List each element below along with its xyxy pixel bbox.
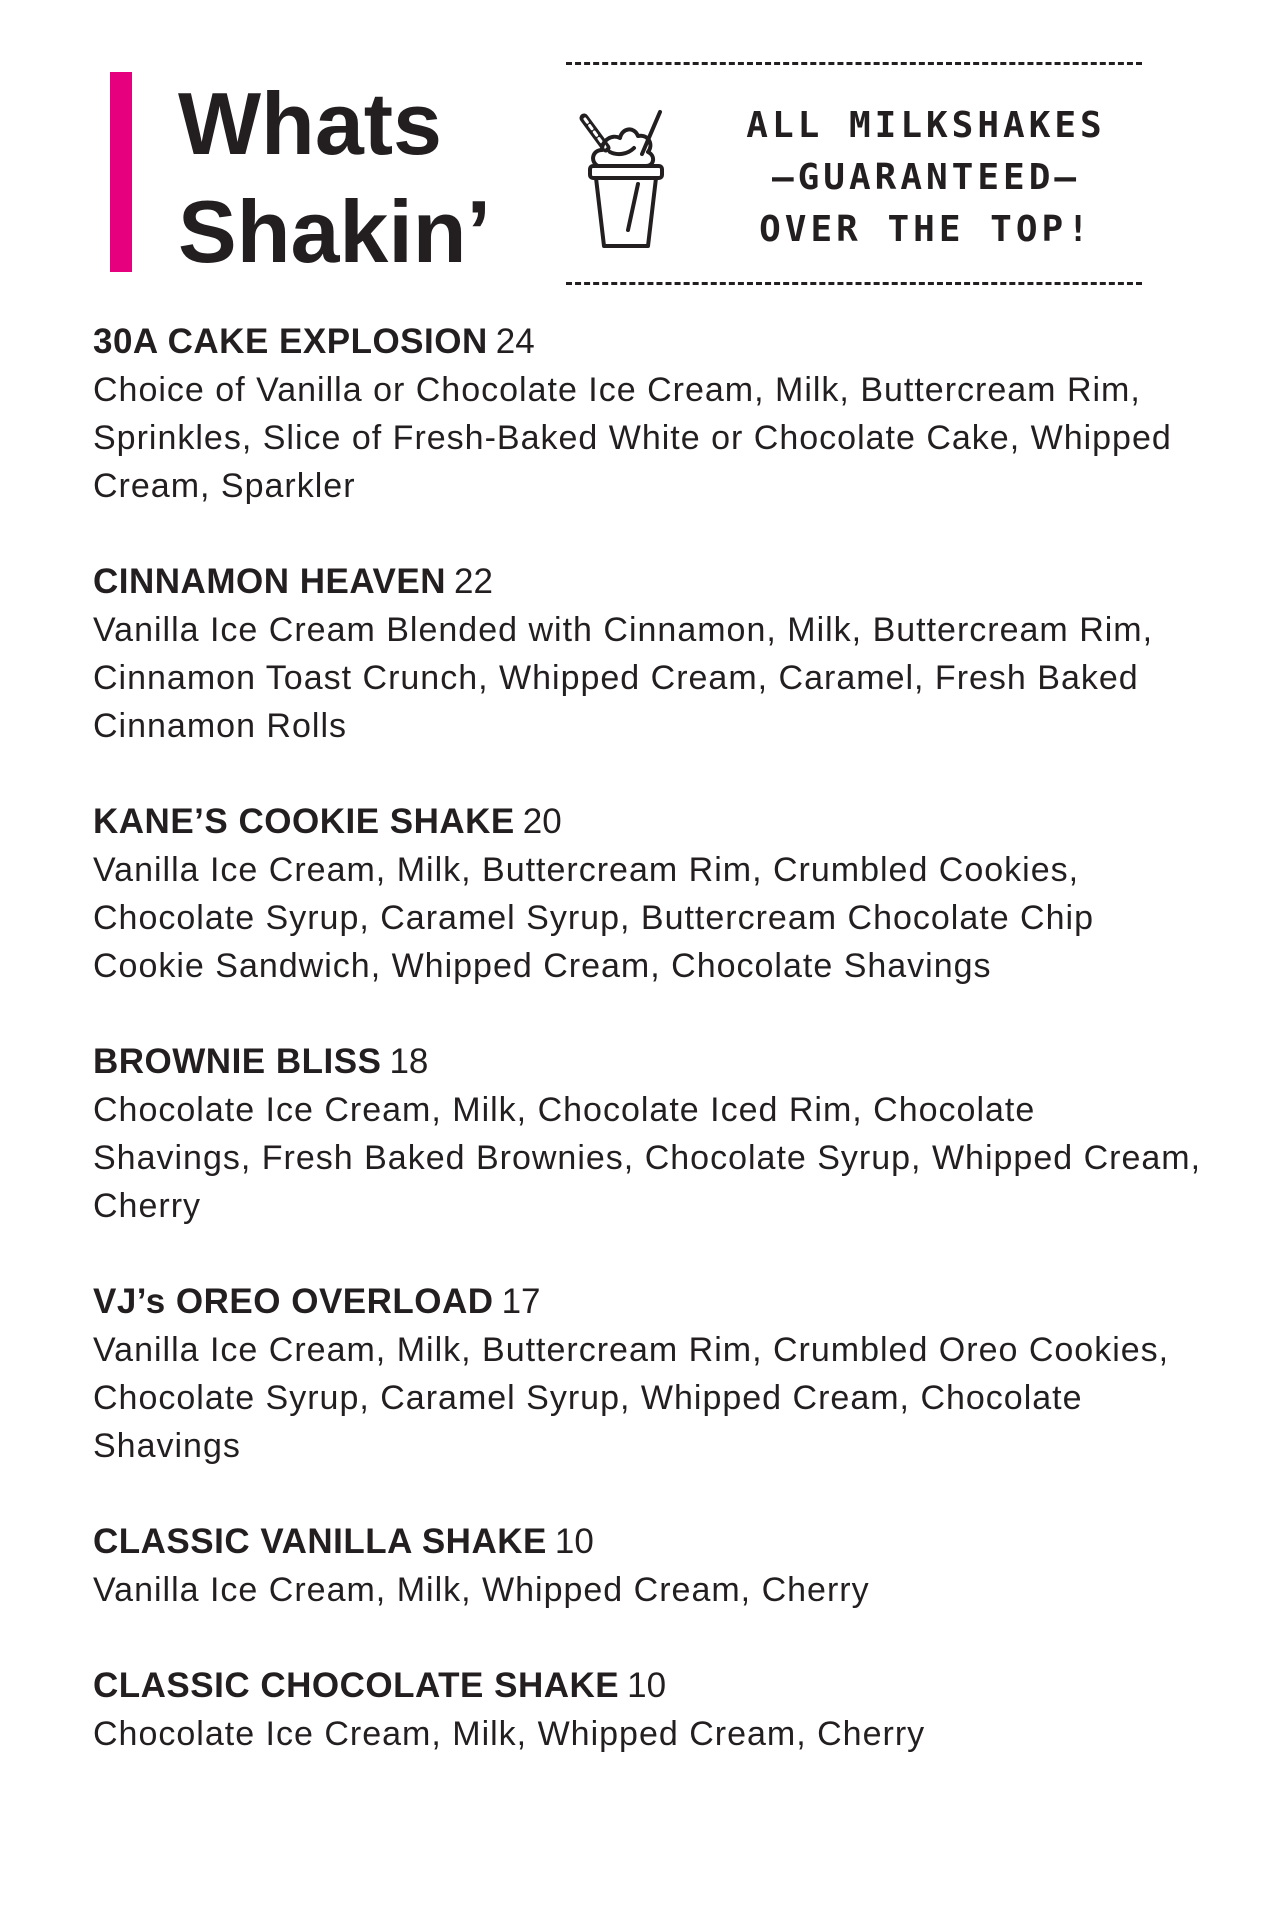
menu-item-heading [93,318,1213,366]
menu-item-description: Vanilla Ice Cream, Milk, Buttercream Rim, Crumbled Cookies, Chocolate Syrup, Caramel Syrup, Buttercream Chocolate Chip Cookie Sandwich, Whipped Cream, Chocolate Shavings [93,851,1094,985]
menu-item [93,1662,1213,1758]
menu-item-price: 10 [554,1522,594,1561]
promo-line-3: OVER THE TOP! [759,209,1093,250]
menu-item-heading [93,1662,1213,1710]
page-title [178,70,491,286]
menu-item [93,558,1213,750]
promo-line-1: ALL MILKSHAKES [746,105,1106,146]
menu-item [93,798,1213,990]
menu-item-name: CLASSIC CHOCOLATE SHAKE [93,1666,620,1705]
menu-item-heading [93,1278,1213,1326]
menu-item-name: KANE’S COOKIE SHAKE [93,802,515,841]
menu-item-price: 22 [453,562,493,601]
menu-item [93,1518,1213,1614]
menu-item-description: Chocolate Ice Cream, Milk, Chocolate Iced Rim, Chocolate Shavings, Fresh Baked Brownies, Chocolate Syrup, Whipped Cream, Cherry [93,1091,1202,1225]
promo-line-2: —GUARANTEED— [771,157,1081,198]
promo-text [716,100,1136,256]
menu-item-name: CLASSIC VANILLA SHAKE [93,1522,547,1561]
menu-item-description: Choice of Vanilla or Chocolate Ice Cream, Milk, Buttercream Rim, Sprinkles, Slice of Fresh-Baked White or Chocolate Cake, Whipped Cream, Sparkler [93,371,1172,505]
page-title-line-1: Whats [178,74,442,173]
menu-item-description: Vanilla Ice Cream, Milk, Whipped Cream, Cherry [93,1571,870,1609]
menu-item-heading [93,1518,1213,1566]
milkshake-icon [576,104,676,254]
menu-item [93,318,1213,510]
menu-item-price: 10 [627,1666,667,1705]
page-title-line-2: Shakin’ [178,182,491,281]
menu-item-description: Vanilla Ice Cream, Milk, Buttercream Rim, Crumbled Oreo Cookies, Chocolate Syrup, Caramel Syrup, Whipped Cream, Chocolate Shavings [93,1331,1170,1465]
menu-item-price: 20 [522,802,562,841]
menu-item-price: 17 [501,1282,541,1321]
menu-item-description: Vanilla Ice Cream Blended with Cinnamon, Milk, Buttercream Rim, Cinnamon Toast Crunch, Whipped Cream, Caramel, Fresh Baked Cinnamon Rolls [93,611,1154,745]
dashed-divider-bottom [566,282,1142,285]
accent-bar [110,72,132,272]
menu-item-heading [93,558,1213,606]
menu-item [93,1038,1213,1230]
menu-item-price: 24 [495,322,535,361]
menu-item-heading [93,798,1213,846]
menu-item-name: BROWNIE BLISS [93,1042,382,1081]
menu-item-name: CINNAMON HEAVEN [93,562,446,601]
menu-item-price: 18 [389,1042,429,1081]
menu-list [93,318,1213,1806]
menu-item [93,1278,1213,1470]
dashed-divider-top [566,62,1142,65]
promo-banner [566,62,1142,286]
menu-item-name: 30A CAKE EXPLOSION [93,322,488,361]
menu-item-name: VJ’s OREO OVERLOAD [93,1282,494,1321]
menu-item-heading [93,1038,1213,1086]
menu-item-description: Chocolate Ice Cream, Milk, Whipped Cream, Cherry [93,1715,926,1753]
